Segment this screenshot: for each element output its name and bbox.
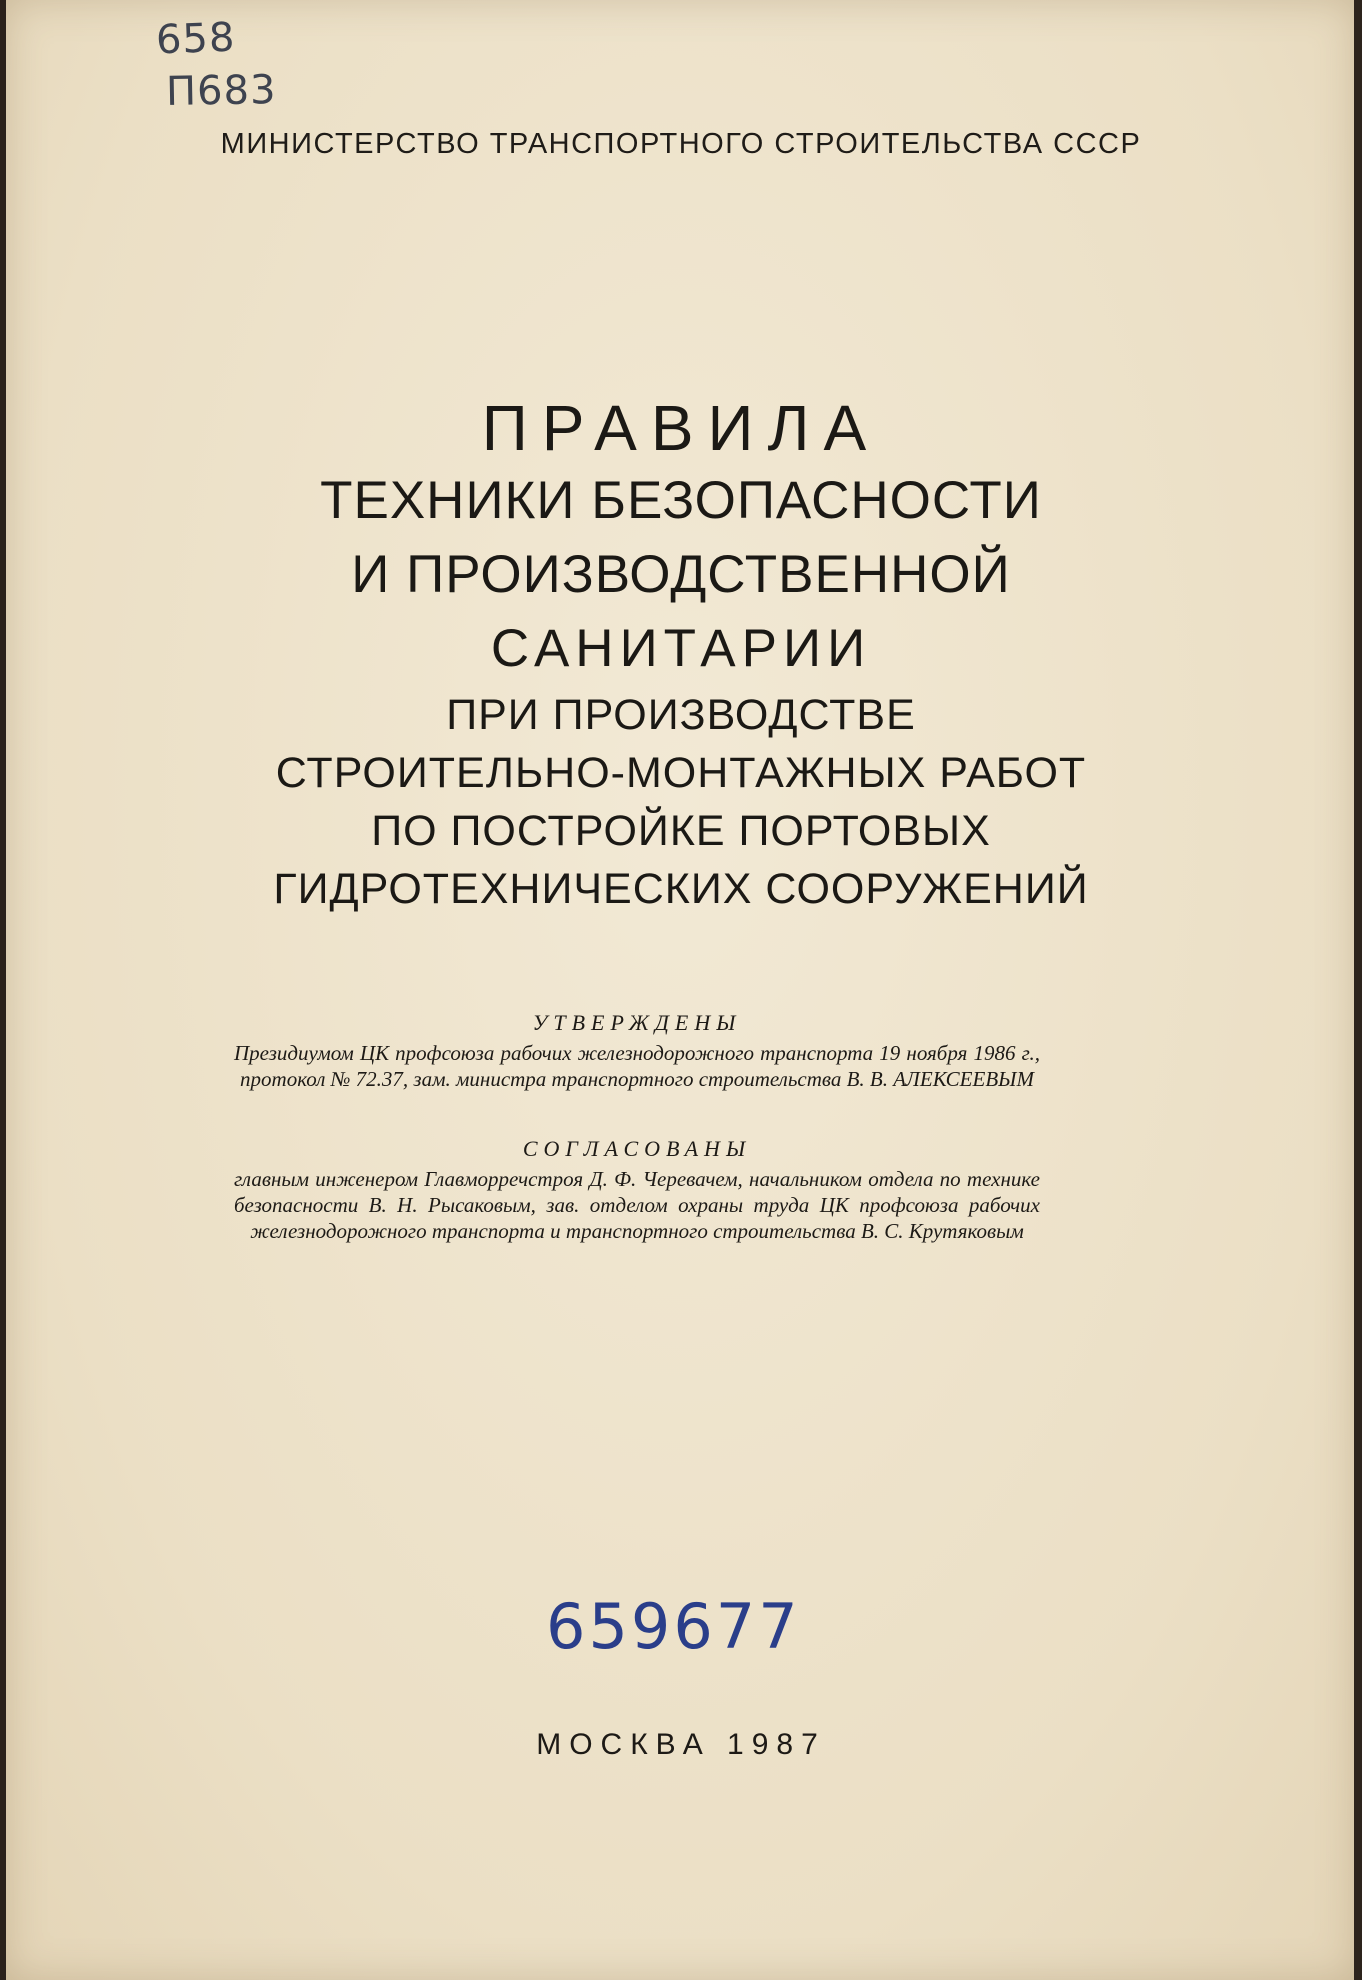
agreed-heading: СОГЛАСОВАНЫ: [522, 1136, 752, 1161]
handwritten-inventory-number: 659677: [546, 1590, 801, 1663]
handwritten-shelf-mark-line1: 658: [155, 14, 237, 64]
ministry-header: МИНИСТЕРСТВО ТРАНСПОРТНОГО СТРОИТЕЛЬСТВА СССР: [220, 128, 1142, 160]
document-title: [6, 392, 1356, 918]
agreed-text: главным инженером Главморречстроя Д. Ф. Черевачем, начальником отдела по технике безопасности В. Н. Рысаковым, зав. отделом охраны труда ЦК профсоюза рабочих железнодорожного транспорта и транспортного строительства В. С. Крутяковым: [234, 1167, 1040, 1243]
subtitle-line-3: ПО ПОСТРОЙКЕ ПОРТОВЫХ: [371, 807, 991, 855]
title-main: ПРАВИЛА: [481, 392, 881, 464]
title-line-3: И ПРОИЗВОДСТВЕННОЙ: [351, 545, 1011, 604]
title-page: [6, 0, 1356, 1980]
subtitle-line-4: ГИДРОТЕХНИЧЕСКИХ СООРУЖЕНИЙ: [273, 865, 1089, 913]
agreed-block: [234, 1136, 1040, 1244]
approved-text: Президиумом ЦК профсоюза рабочих железнодорожного транспорта 19 ноября 1986 г., протокол № 72.37, зам. министра транспортного строительства В. В. АЛЕКСЕЕВЫМ: [234, 1041, 1040, 1091]
city-year: МОСКВА 1987: [536, 1728, 826, 1761]
approved-block: [234, 1010, 1040, 1092]
approved-heading: УТВЕРЖДЕНЫ: [532, 1010, 742, 1035]
subtitle-line-1: ПРИ ПРОИЗВОДСТВЕ: [446, 691, 916, 739]
title-line-2: ТЕХНИКИ БЕЗОПАСНОСТИ: [320, 471, 1042, 530]
handwritten-shelf-mark-line2: П683: [165, 67, 277, 115]
scan-border: [1354, 0, 1362, 1980]
title-line-4: САНИТАРИИ: [490, 619, 872, 678]
subtitle-line-2: СТРОИТЕЛЬНО-МОНТАЖНЫХ РАБОТ: [275, 749, 1087, 797]
